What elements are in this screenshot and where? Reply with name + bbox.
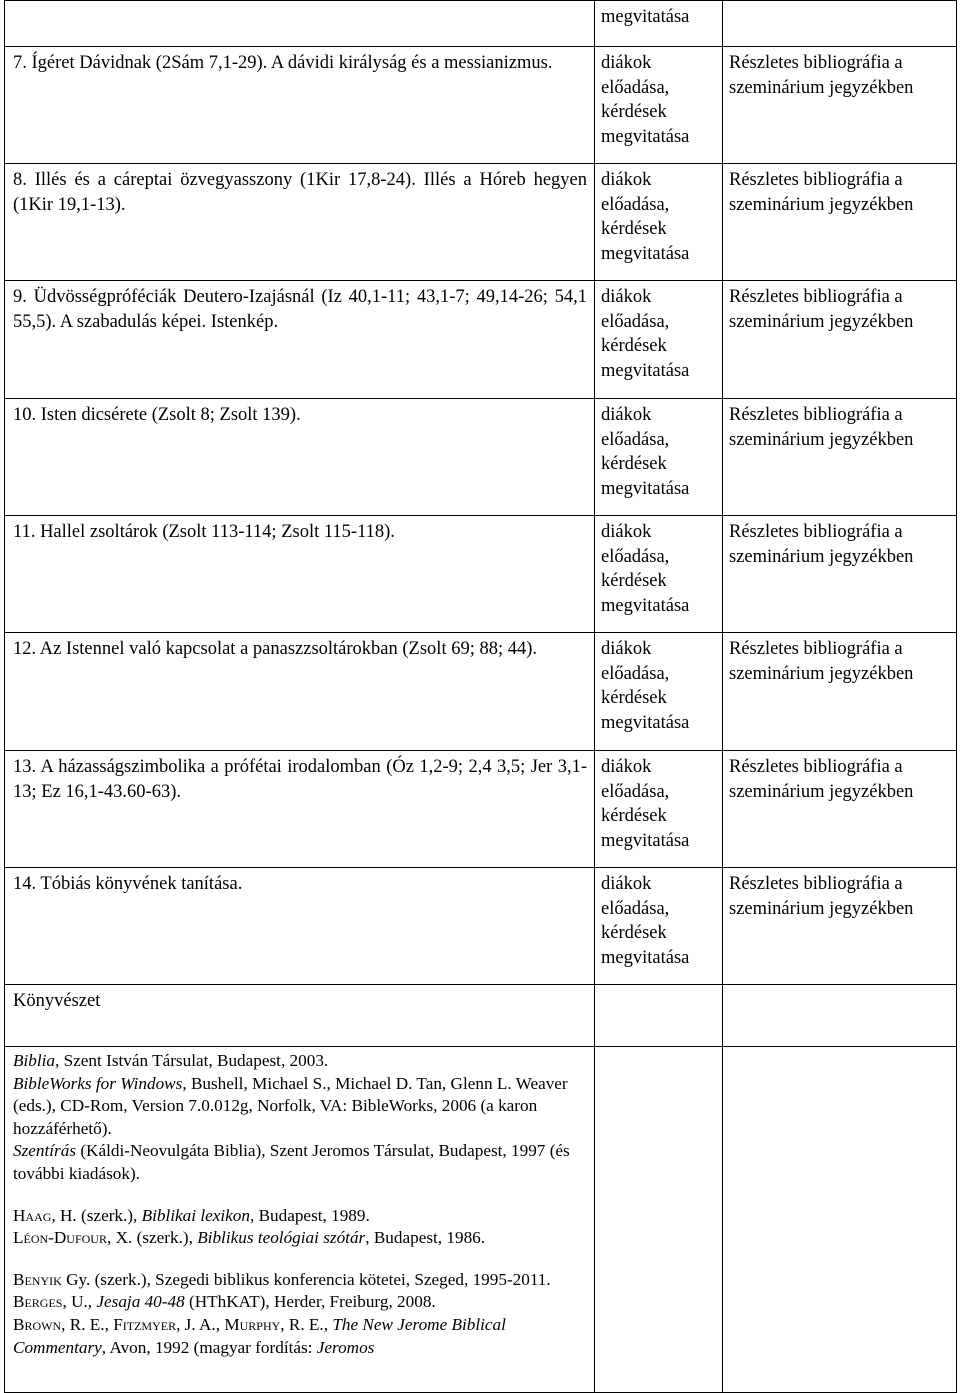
table-row: [5, 516, 957, 633]
bibliography-cell: Részletes bibliográfia a szeminárium jegyzékben: [723, 47, 957, 164]
table-row: [5, 164, 957, 281]
bibliography-cell: Részletes bibliográfia a szeminárium jegyzékben: [723, 281, 957, 399]
bibliography-cell: Részletes bibliográfia a szeminárium jegyzékben: [723, 516, 957, 633]
method-cell: diákok előadása, kérdések megvitatása: [595, 164, 723, 281]
topic-cell: 12. Az Istennel való kapcsolat a panaszzsoltárokban (Zsolt 69; 88; 44).: [5, 633, 595, 751]
empty-cell: [723, 1047, 957, 1393]
bibliography-cell: Részletes bibliográfia a szeminárium jegyzékben: [723, 751, 957, 868]
table-row: [5, 751, 957, 868]
topic-cell: [5, 1, 595, 47]
empty-cell: [595, 1047, 723, 1393]
topic-cell: 13. A házasságszimbolika a prófétai irodalomban (Óz 1,2-9; 2,4 3,5; Jer 3,1-13; Ez 16,1-43.60-63).: [5, 751, 595, 868]
bibliography-cell: [723, 1, 957, 47]
reference-group: [13, 1205, 587, 1250]
method-cell: diákok előadása, kérdések megvitatása: [595, 516, 723, 633]
table-row: [5, 633, 957, 751]
reference-group: [13, 1050, 587, 1186]
syllabus-table: [4, 0, 957, 1393]
reference-item: Biblia, Szent István Társulat, Budapest, 2003.: [13, 1051, 329, 1070]
reference-item: Brown, R. E., Fitzmyer, J. A., Murphy, R. E., The New Jerome Biblical Commentary, Avon, 1992 (magyar fordítás: Jeromos: [13, 1314, 506, 1357]
konyveszet-heading-cell: [5, 985, 595, 1047]
table-row: [5, 868, 957, 985]
method-cell: diákok előadása, kérdések megvitatása: [595, 281, 723, 399]
topic-cell: 11. Hallel zsoltárok (Zsolt 113-114; Zsolt 115-118).: [5, 516, 595, 633]
empty-cell: [723, 985, 957, 1047]
reference-item: Szentírás (Káldi-Neovulgáta Biblia), Szent Jeromos Társulat, Budapest, 1997 (és további kiadások).: [13, 1141, 570, 1183]
reference-item: Haag, H. (szerk.), Biblikai lexikon, Budapest, 1989.: [13, 1205, 370, 1225]
method-cell: diákok előadása, kérdések megvitatása: [595, 399, 723, 516]
bibliography-cell: Részletes bibliográfia a szeminárium jegyzékben: [723, 399, 957, 516]
reference-group: [13, 1269, 587, 1359]
bibliography-cell: Részletes bibliográfia a szeminárium jegyzékben: [723, 633, 957, 751]
bibliography-list: [5, 1047, 595, 1393]
table-row: [5, 985, 957, 1047]
empty-cell: [595, 985, 723, 1047]
method-cell: diákok előadása, kérdések megvitatása: [595, 751, 723, 868]
topic-cell: 14. Tóbiás könyvének tanítása.: [5, 868, 595, 985]
reference-item: BibleWorks for Windows, Bushell, Michael S., Michael D. Tan, Glenn L. Weaver (eds.), CD-Rom, Version 7.0.012g, Norfolk, VA: BibleWorks, 2006 (a karon hozzáférhető).: [13, 1073, 568, 1138]
bibliography-cell: Részletes bibliográfia a szeminárium jegyzékben: [723, 868, 957, 985]
reference-item: Berges, U., Jesaja 40-48 (HThKAT), Herder, Freiburg, 2008.: [13, 1292, 436, 1312]
table-row: [5, 1047, 957, 1393]
table-row: [5, 47, 957, 164]
topic-cell: 7. Ígéret Dávidnak (2Sám 7,1-29). A dávidi királyság és a messianizmus.: [5, 47, 595, 164]
konyveszet-heading: Könyvészet: [13, 991, 101, 1011]
topic-cell: 10. Isten dicsérete (Zsolt 8; Zsolt 139).: [5, 399, 595, 516]
table-row: [5, 399, 957, 516]
method-cell: diákok előadása, kérdések megvitatása: [595, 633, 723, 751]
method-cell: diákok előadása, kérdések megvitatása: [595, 868, 723, 985]
topic-cell: 9. Üdvösségpróféciák Deutero-Izajásnál (Iz 40,1-11; 43,1-7; 49,14-26; 54,1 55,5). A szabadulás képei. Istenkép.: [5, 281, 595, 399]
method-cell: diákok előadása, kérdések megvitatása: [595, 47, 723, 164]
table-row: [5, 281, 957, 399]
method-cell: megvitatása: [595, 1, 723, 47]
table-row: [5, 1, 957, 47]
reference-item: Léon-Dufour, X. (szerk.), Biblikus teológiai szótár, Budapest, 1986.: [13, 1228, 486, 1248]
reference-item: Benyik Gy. (szerk.), Szegedi biblikus konferencia kötetei, Szeged, 1995-2011.: [13, 1269, 551, 1289]
bibliography-cell: Részletes bibliográfia a szeminárium jegyzékben: [723, 164, 957, 281]
topic-cell: 8. Illés és a cáreptai özvegyasszony (1Kir 17,8-24). Illés a Hóreb hegyen (1Kir 19,1-13).: [5, 164, 595, 281]
